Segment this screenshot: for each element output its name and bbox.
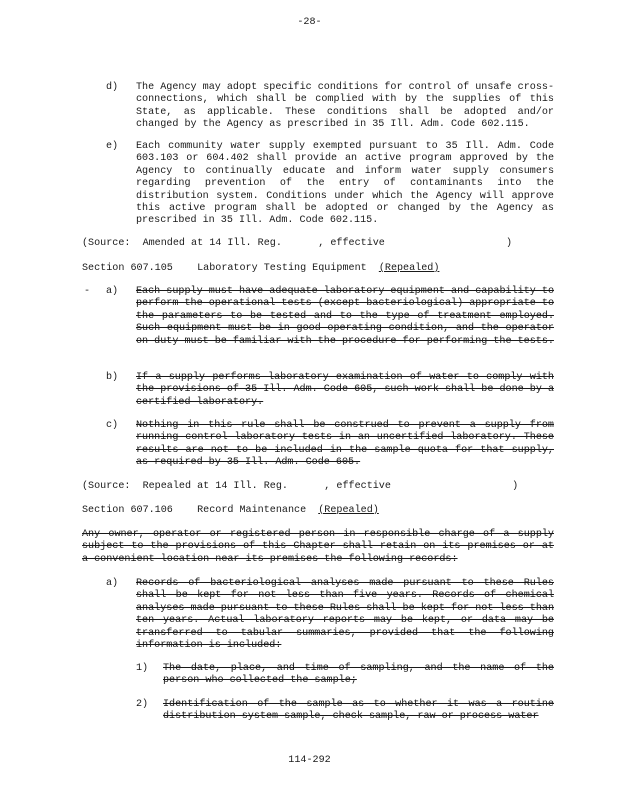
item-label-e: e) (106, 141, 119, 152)
section-number: Section 607.106 (82, 505, 173, 516)
item-text-d: The Agency may adopt specific conditions for control of unsafe cross-connections, which shall be complied with by the supplies of this State, as applicable. These conditions shall be adopted and/or changed by the Agency as prescribed in 35 Ill. Adm. Code 602.115. (136, 82, 554, 131)
struck-sub-text-1: The date, place, and time of sampling, and the name of the person who collected the sample; (163, 663, 554, 687)
source-note-amended: (Source: Amended at 14 Ill. Reg. , effective ) (82, 238, 513, 249)
item-text-e: Each community water supply exempted pursuant to 35 Ill. Adm. Code 603.103 or 604.402 shall provide an active program approved by the Agency to continually educate and inform water supply consumers regarding prevention of the entry of contaminants into the distribution system. Conditions under which the Agency will approve this active program shall be adopted or changed by the Agency as prescribed in 35 Ill. Adm. Code 602.115. (136, 141, 554, 227)
section-status: (Repealed) (318, 505, 379, 516)
source-note-repealed: (Source: Repealed at 14 Ill. Reg. , effective ) (82, 481, 519, 492)
page-number: -28- (297, 17, 322, 28)
item-label-d: d) (106, 82, 119, 93)
struck-106-label-a: a) (106, 578, 119, 589)
section-number: Section 607.105 (82, 263, 173, 274)
struck-sub-label-1: 1) (136, 663, 149, 674)
struck-text-a: Each supply must have adequate laboratory equipment and capability to perform the operational tests (except bacteriological) appropriate to the parameters to be tested and to the type of treatment employed. Such equipment must be in good operating condition, and the operator on duty must be familiar with the procedure for performing the tests. (136, 286, 554, 347)
page-code: 114-292 (288, 755, 331, 766)
struck-text-c: Nothing in this rule shall be construed to prevent a supply from running control laboratory tests in an uncertified laboratory. These results are not to be included in the sample quota for that supply, as required by 35 Ill. Adm. Code 605. (136, 420, 554, 469)
struck-intro: Any owner, operator or registered person in responsible charge of a supply subject to the provisions of this Chapter shall retain on its premises or at a convenient location near its premises the following records: (82, 529, 554, 565)
section-heading-105 (82, 263, 439, 275)
struck-label-c: c) (106, 420, 119, 431)
section-title: Laboratory Testing Equipment (197, 263, 367, 274)
margin-mark: - (84, 286, 91, 297)
section-title: Record Maintenance (197, 505, 307, 516)
section-heading-106 (82, 505, 379, 517)
struck-label-b: b) (106, 372, 119, 383)
struck-sub-label-2: 2) (136, 699, 149, 710)
struck-sub-text-2: Identification of the sample as to whether it was a routine distribution system sample, check sample, raw or process water (163, 699, 554, 723)
section-status: (Repealed) (378, 263, 440, 274)
struck-text-b: If a supply performs laboratory examination of water to comply with the provisions of 35 Ill. Adm. Code 605, such work shall be done by a certified laboratory. (136, 372, 554, 408)
struck-label-a: a) (106, 286, 119, 297)
struck-106-text-a: Records of bacteriological analyses made pursuant to these Rules shall be kept for not less than five years. Records of chemical analyses made pursuant to these Rules shall be kept for not less than ten years. Actual laboratory reports may be kept, or data may be transferred to tabular summaries, provided that the following information is included: (136, 578, 554, 652)
